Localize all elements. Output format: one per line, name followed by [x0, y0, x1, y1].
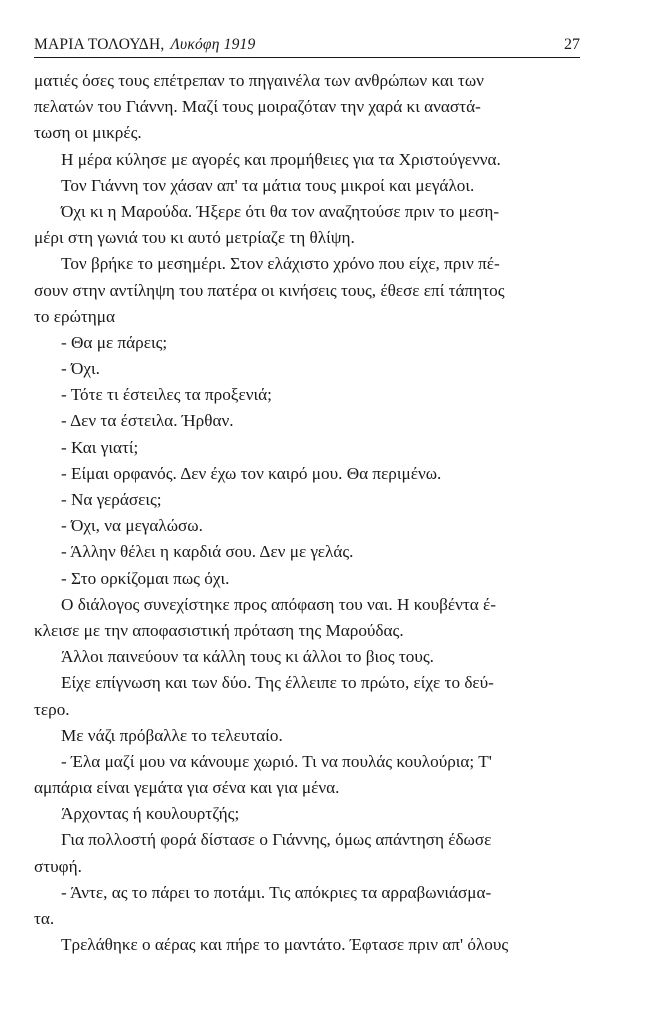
text-line: Άρχοντας ή κουλουρτζής; [61, 804, 240, 824]
book-title: Λυκόφη 1919 [170, 36, 256, 53]
text-line: - Έλα μαζί μου να κάνουμε χωριό. Τι να πουλάς κουλούρια; Τ' [61, 751, 492, 771]
text-line: - Τότε τι έστειλες τα προξενιά; [61, 385, 272, 405]
text-line: Είχε επίγνωση και των δύο. Της έλλειπε το πρώτο, είχε το δεύ- [61, 673, 494, 693]
body-text [34, 68, 590, 957]
text-line: - Και γιατί; [61, 437, 139, 457]
text-line: στυφή. [34, 856, 82, 876]
text-line: αμπάρια είναι γεμάτα για σένα και για μένα. [34, 778, 340, 798]
text-line: - Άντε, ας το πάρει το ποτάμι. Τις απόκριες τα αρραβωνιάσμα- [61, 882, 492, 902]
text-line: Τρελάθηκε ο αέρας και πήρε το μαντάτο. Έφτασε πριν απ' όλους [61, 935, 509, 955]
text-line: τερο. [34, 699, 70, 719]
running-header [34, 36, 580, 58]
text-line: Ο διάλογος συνεχίστηκε προς απόφαση του ναι. Η κουβέντα έ- [61, 594, 496, 614]
text-line: Τον Γιάννη τον χάσαν απ' τα μάτια τους μικροί και μεγάλοι. [61, 175, 475, 195]
text-line: - Άλλην θέλει η καρδιά σου. Δεν με γελάς. [61, 542, 354, 562]
text-line: - Θα με πάρεις; [61, 332, 168, 352]
text-line: - Όχι. [61, 359, 100, 379]
text-line: - Δεν τα έστειλα. Ήρθαν. [61, 411, 234, 431]
text-line: τωση οι μικρές. [34, 123, 142, 143]
text-line: ματιές όσες τους επέτρεπαν το πηγαινέλα των ανθρώπων και των [34, 71, 484, 90]
text-line: Για πολλοστή φορά δίστασε ο Γιάννης, όμως απάντηση έδωσε [61, 830, 492, 850]
text-line: το ερώτημα [34, 306, 116, 326]
text-line: Άλλοι παινεύουν τα κάλλη τους κι άλλοι το βιος τους. [61, 647, 434, 667]
text-line: πελατών του Γιάννη. Μαζί τους μοιραζόταν την χαρά κι αναστά- [34, 97, 481, 117]
header-author-and-title [34, 36, 255, 54]
text-line: - Στο ορκίζομαι πως όχι. [61, 568, 230, 588]
header-rule [34, 57, 580, 58]
text-line: σουν στην αντίληψη του πατέρα οι κινήσεις τους, έθεσε επί τάπητος [34, 280, 505, 300]
page-number: 27 [564, 36, 580, 53]
author-name: ΜΑΡΙΑ ΤΟΛΟΥΔΗ, [34, 36, 165, 53]
text-line: τα. [34, 909, 55, 928]
text-line: μέρι στη γωνιά του κι αυτό μετρίαζε τη θλίψη. [34, 228, 355, 248]
text-line: Τον βρήκε το μεσημέρι. Στον ελάχιστο χρόνο που είχε, πριν πέ- [61, 254, 500, 274]
text-line: κλεισε με την αποφασιστική πρόταση της Μαρούδας. [34, 620, 404, 640]
text-line: Με νάζι πρόβαλλε το τελευταίο. [61, 725, 283, 745]
text-line: - Είμαι ορφανός. Δεν έχω τον καιρό μου. Θα περιμένω. [61, 463, 442, 483]
text-line: Όχι κι η Μαρούδα. Ήξερε ότι θα τον αναζητούσε πριν το μεση- [61, 201, 500, 221]
text-line: Η μέρα κύλησε με αγορές και προμήθειες για τα Χριστούγεννα. [61, 149, 501, 169]
text-line: - Όχι, να μεγαλώσω. [61, 516, 203, 536]
text-line: - Να γεράσεις; [61, 490, 162, 509]
